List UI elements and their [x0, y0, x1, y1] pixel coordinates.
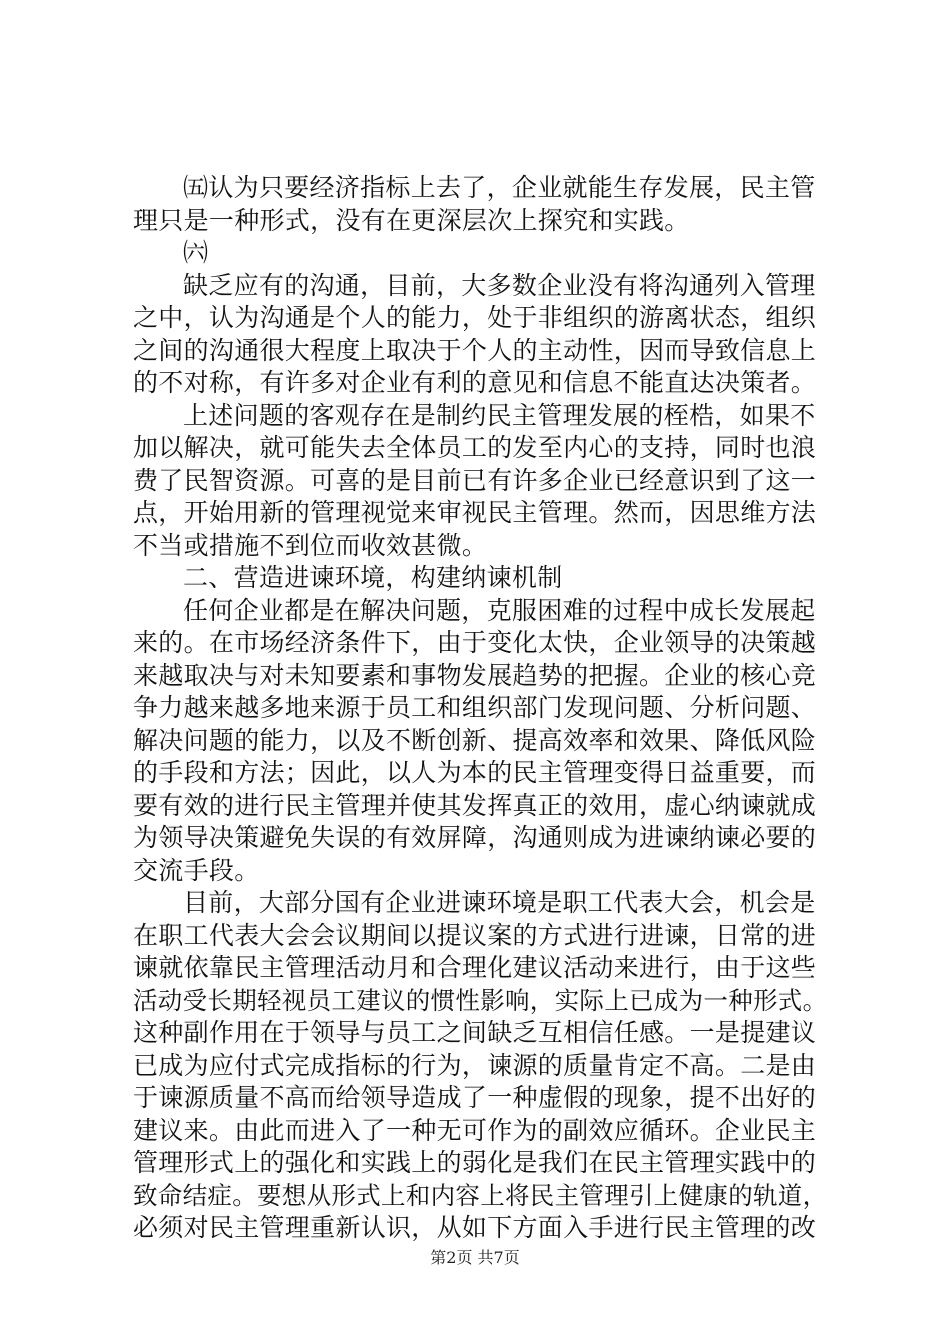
text-line: 点，开始用新的管理视觉来审视民主管理。然而，因思维方法 [133, 498, 817, 527]
page-number-footer: 第2页 共7页 [430, 1248, 520, 1267]
text-line: 交流手段。 [133, 855, 260, 885]
text-line: 必须对民主管理重新认识，从如下方面入手进行民主管理的改 [133, 1213, 817, 1242]
text-line: 之间的沟通很大程度上取决于个人的主动性，因而导致信息上 [133, 335, 817, 365]
text-line: 理只是一种形式，没有在更深层次上探究和实践。 [133, 205, 690, 235]
text-line: 加以解决，就可能失去全体员工的发至内心的支持，同时也浪 [133, 433, 817, 462]
text-line: ㈤认为只要经济指标上去了，企业就能生存发展，民主管 [183, 173, 816, 202]
text-line: 的不对称，有许多对企业有利的意见和信息不能直达决策者。 [133, 368, 817, 397]
text-line: 要有效的进行民主管理并使其发挥真正的效用，虚心纳谏就成 [133, 790, 817, 820]
text-line: 谏就依靠民主管理活动月和合理化建议活动来进行，由于这些 [133, 953, 817, 982]
text-line: 二、营造进谏环境，构建纳谏机制 [183, 563, 563, 592]
text-line: 任何企业都是在解决问题，克服困难的过程中成长发展起 [183, 595, 816, 625]
text-line: 管理形式上的强化和实践上的弱化是我们在民主管理实践中的 [133, 1148, 817, 1177]
text-line: 活动受长期轻视员工建议的惯性影响，实际上已成为一种形式。 [133, 985, 828, 1015]
text-line: 来的。在市场经济条件下，由于变化太快，企业领导的决策越 [133, 628, 817, 657]
text-line: 这种副作用在于领导与员工之间缺乏互相信任感。一是提建议 [133, 1018, 817, 1047]
text-line: 之中，认为沟通是个人的能力，处于非组织的游离状态，组织 [133, 303, 817, 332]
text-line: 不当或措施不到位而收效甚微。 [133, 530, 488, 560]
text-line: 上述问题的客观存在是制约民主管理发展的桎梏，如果不 [183, 400, 816, 430]
text-line: 争力越来越多地来源于员工和组织部门发现问题、分析问题、 [133, 693, 817, 722]
text-line: 解决问题的能力，以及不断创新、提高效率和效果、降低风险 [133, 725, 817, 755]
text-line: 致命结症。要想从形式上和内容上将民主管理引上健康的轨道， [133, 1180, 828, 1210]
text-line: 的手段和方法；因此，以人为本的民主管理变得日益重要，而 [133, 758, 817, 787]
text-line: ㈥ [183, 238, 209, 267]
text-line: 目前，大部分国有企业进谏环境是职工代表大会，机会是 [183, 888, 816, 917]
text-line: 建议来。由此而进入了一种无可作为的副效应循环。企业民主 [133, 1115, 817, 1145]
text-line: 缺乏应有的沟通，目前，大多数企业没有将沟通列入管理 [183, 270, 816, 300]
text-line: 费了民智资源。可喜的是目前已有许多企业已经意识到了这一 [133, 465, 817, 495]
document-body [133, 172, 833, 1245]
text-line: 于谏源质量不高而给领导造成了一种虚假的现象，提不出好的 [133, 1083, 817, 1112]
text-line: 为领导决策避免失误的有效屏障，沟通则成为进谏纳谏必要的 [133, 823, 817, 852]
text-line: 已成为应付式完成指标的行为，谏源的质量肯定不高。二是由 [133, 1050, 817, 1080]
text-line: 来越取决与对未知要素和事物发展趋势的把握。企业的核心竞 [133, 660, 817, 690]
text-line: 在职工代表大会会议期间以提议案的方式进行进谏，日常的进 [133, 920, 817, 950]
